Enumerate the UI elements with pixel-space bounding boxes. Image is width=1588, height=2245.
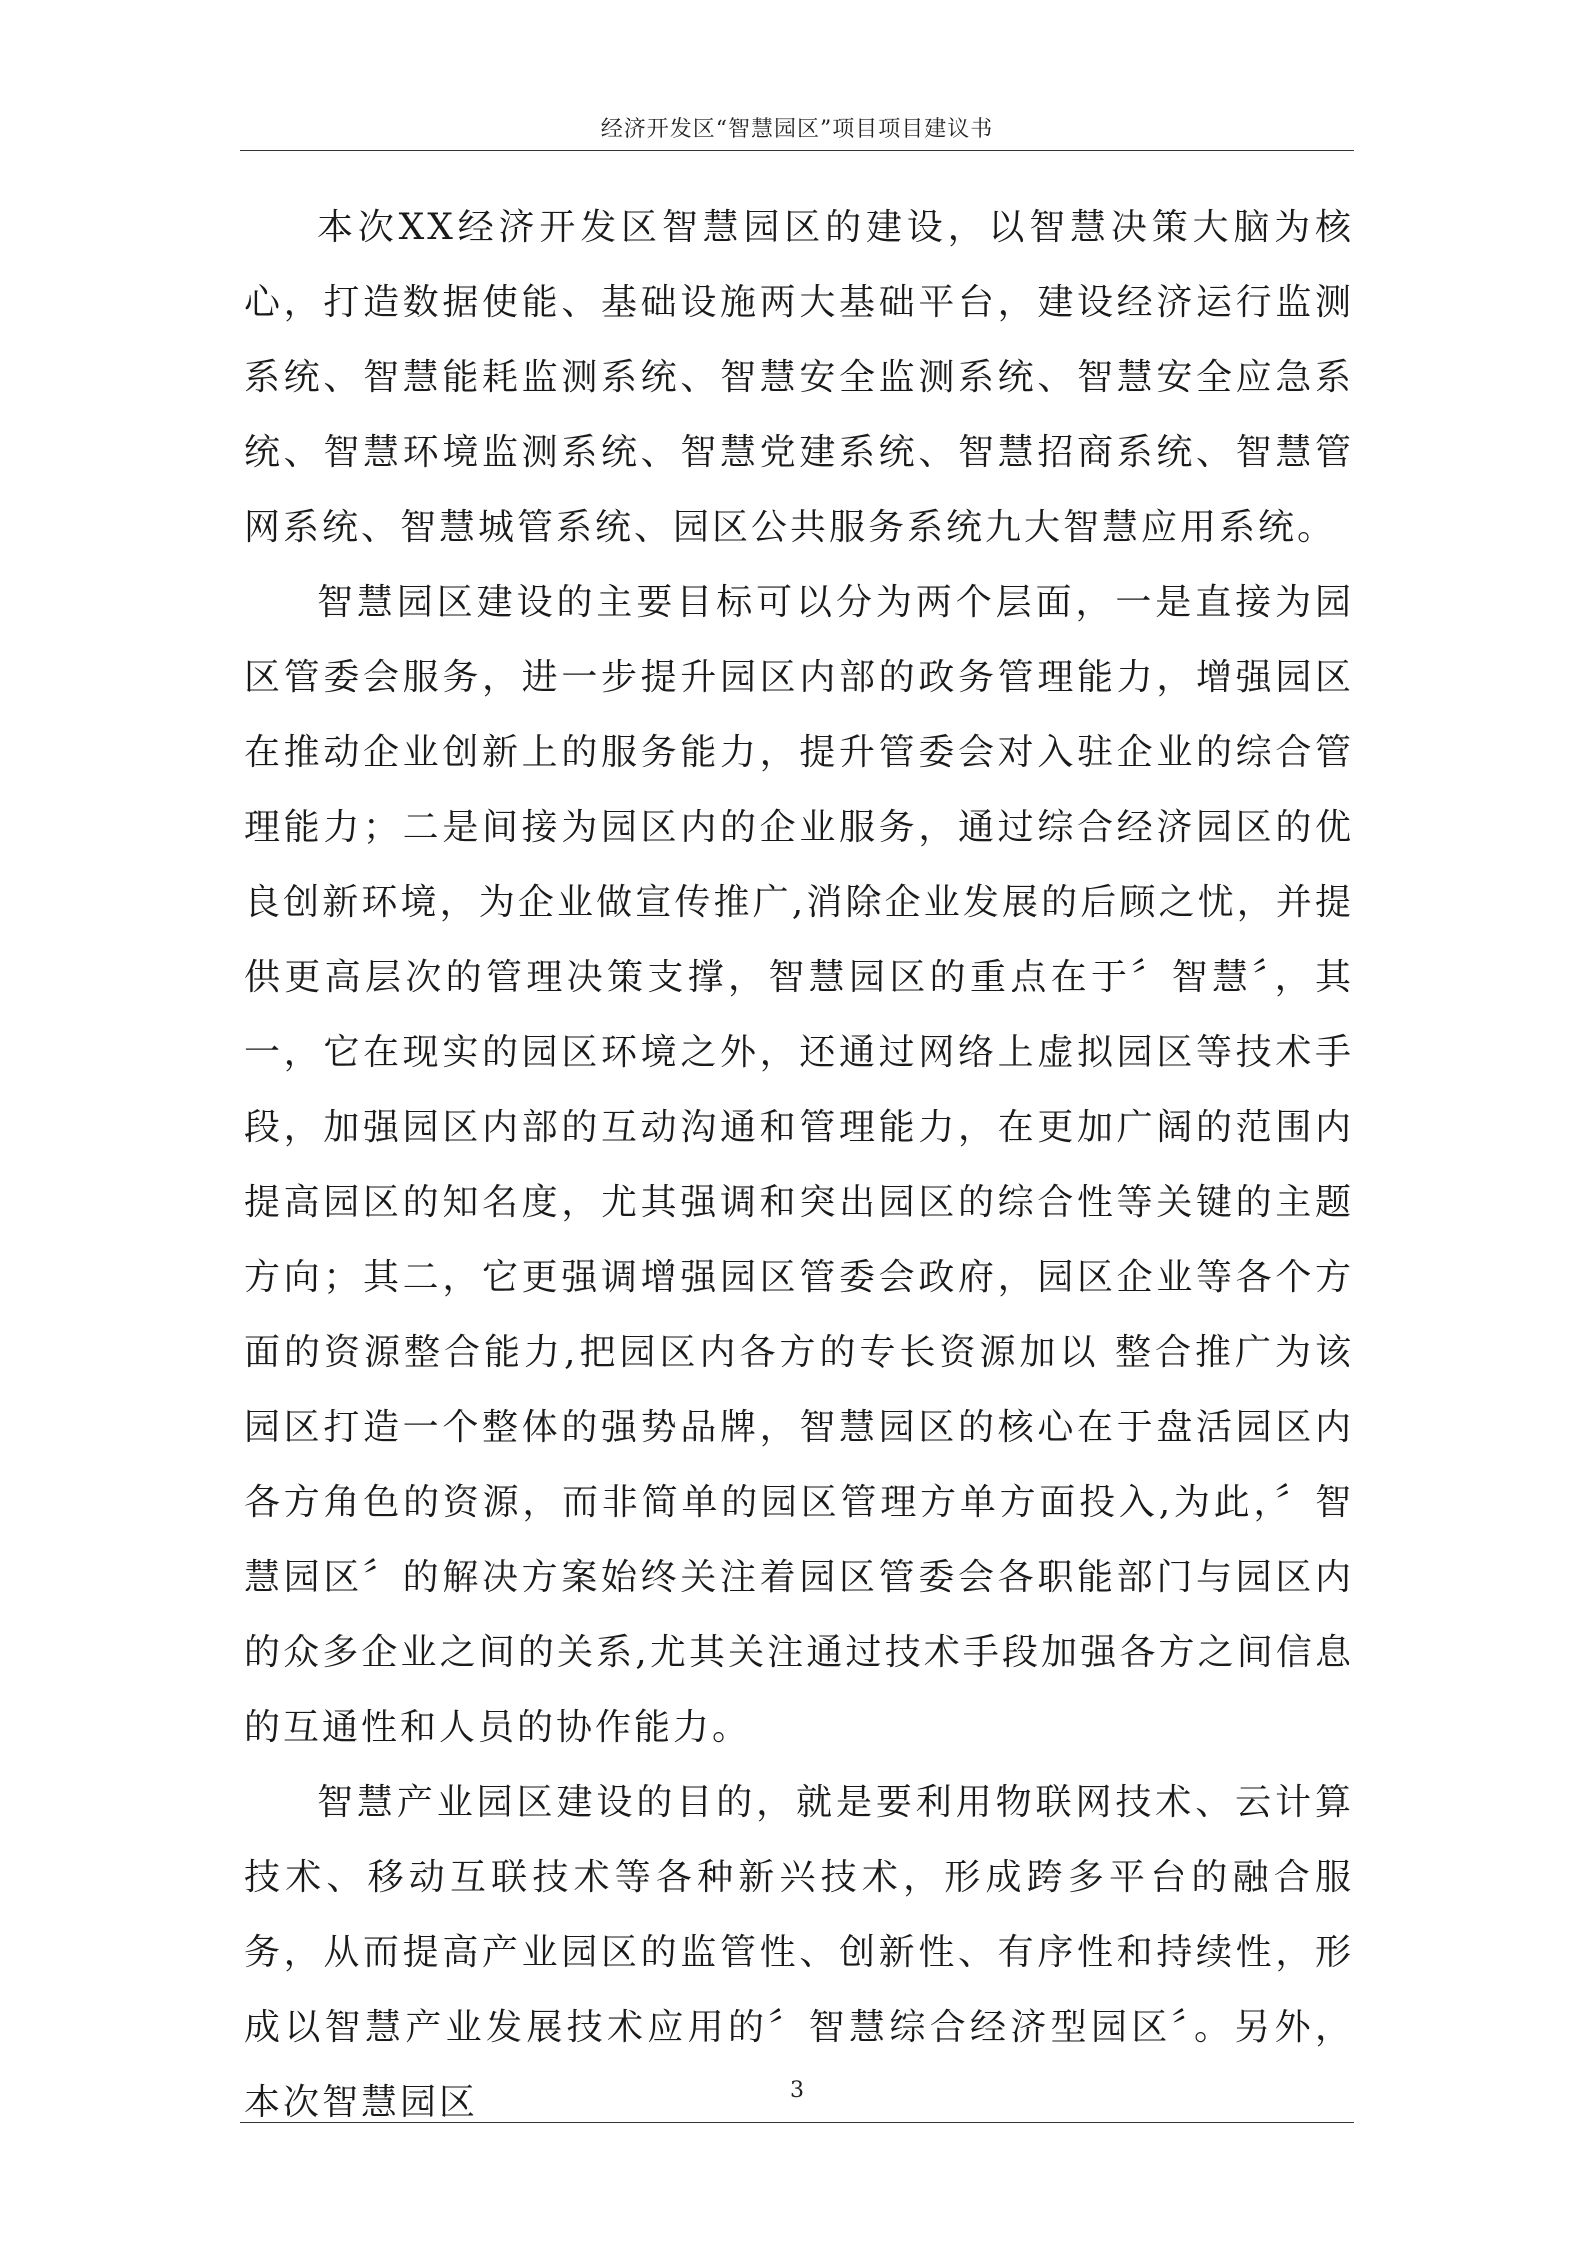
header-divider: [240, 150, 1354, 151]
body-text: [244, 190, 1354, 2140]
paragraph-3: 智慧产业园区建设的目的，就是要利用物联网技术、云计算技术、移动互联技术等各种新兴技术，形成跨多平台的融合服务，从而提高产业园区的监管性、创新性、有序性和持续性，形成以智慧产业发展技术应用的〞智慧综合经济型园区〞。另外，本次智慧园区: [244, 1782, 1354, 2123]
running-header: 经济开发区“智慧园区”项目项目建议书: [600, 117, 994, 142]
paragraph-2: 智慧园区建设的主要目标可以分为两个层面，一是直接为园区管委会服务，进一步提升园区内部的政务管理能力，增强园区在推动企业创新上的服务能力，提升管委会对入驻企业的综合管理能力；二是间接为园区内的企业服务，通过综合经济园区的优良创新环境，为企业做宣传推广,消除企业发展的后顾之忧，并提供更高层次的管理决策支撑，智慧园区的重点在于〞智慧〞，其一，它在现实的园区环境之外，还通过网络上虚拟园区等技术手段，加强园区内部的互动沟通和管理能力，在更加广阔的范围内提高园区的知名度，尤其强调和突出园区的综合性等关键的主题方向；其二，它更强调增强园区管委会政府，园区企业等各个方面的资源整合能力,把园区内各方的专长资源加以 整合推广为该园区打造一个整体的强势品牌，智慧园区的核心在于盘活园区内各方角色的资源，而非简单的园区管理方单方面投入,为此，〞智慧园区〞的解决方案始终关注着园区管委会各职能部门与园区内的众多企业之间的关系,尤其关注通过技术手段加强各方之间信息的互通性和人员的协作能力。: [244, 582, 1354, 1748]
footer-divider: [240, 2122, 1354, 2123]
page-number: 3: [790, 2078, 804, 2103]
paragraph-1: 本次XX经济开发区智慧园区的建设，以智慧决策大脑为核心，打造数据使能、基础设施两大基础平台，建设经济运行监测系统、智慧能耗监测系统、智慧安全监测系统、智慧安全应急系统、智慧环境监测系统、智慧党建系统、智慧招商系统、智慧管网系统、智慧城管系统、园区公共服务系统九大智慧应用系统。: [244, 207, 1354, 548]
